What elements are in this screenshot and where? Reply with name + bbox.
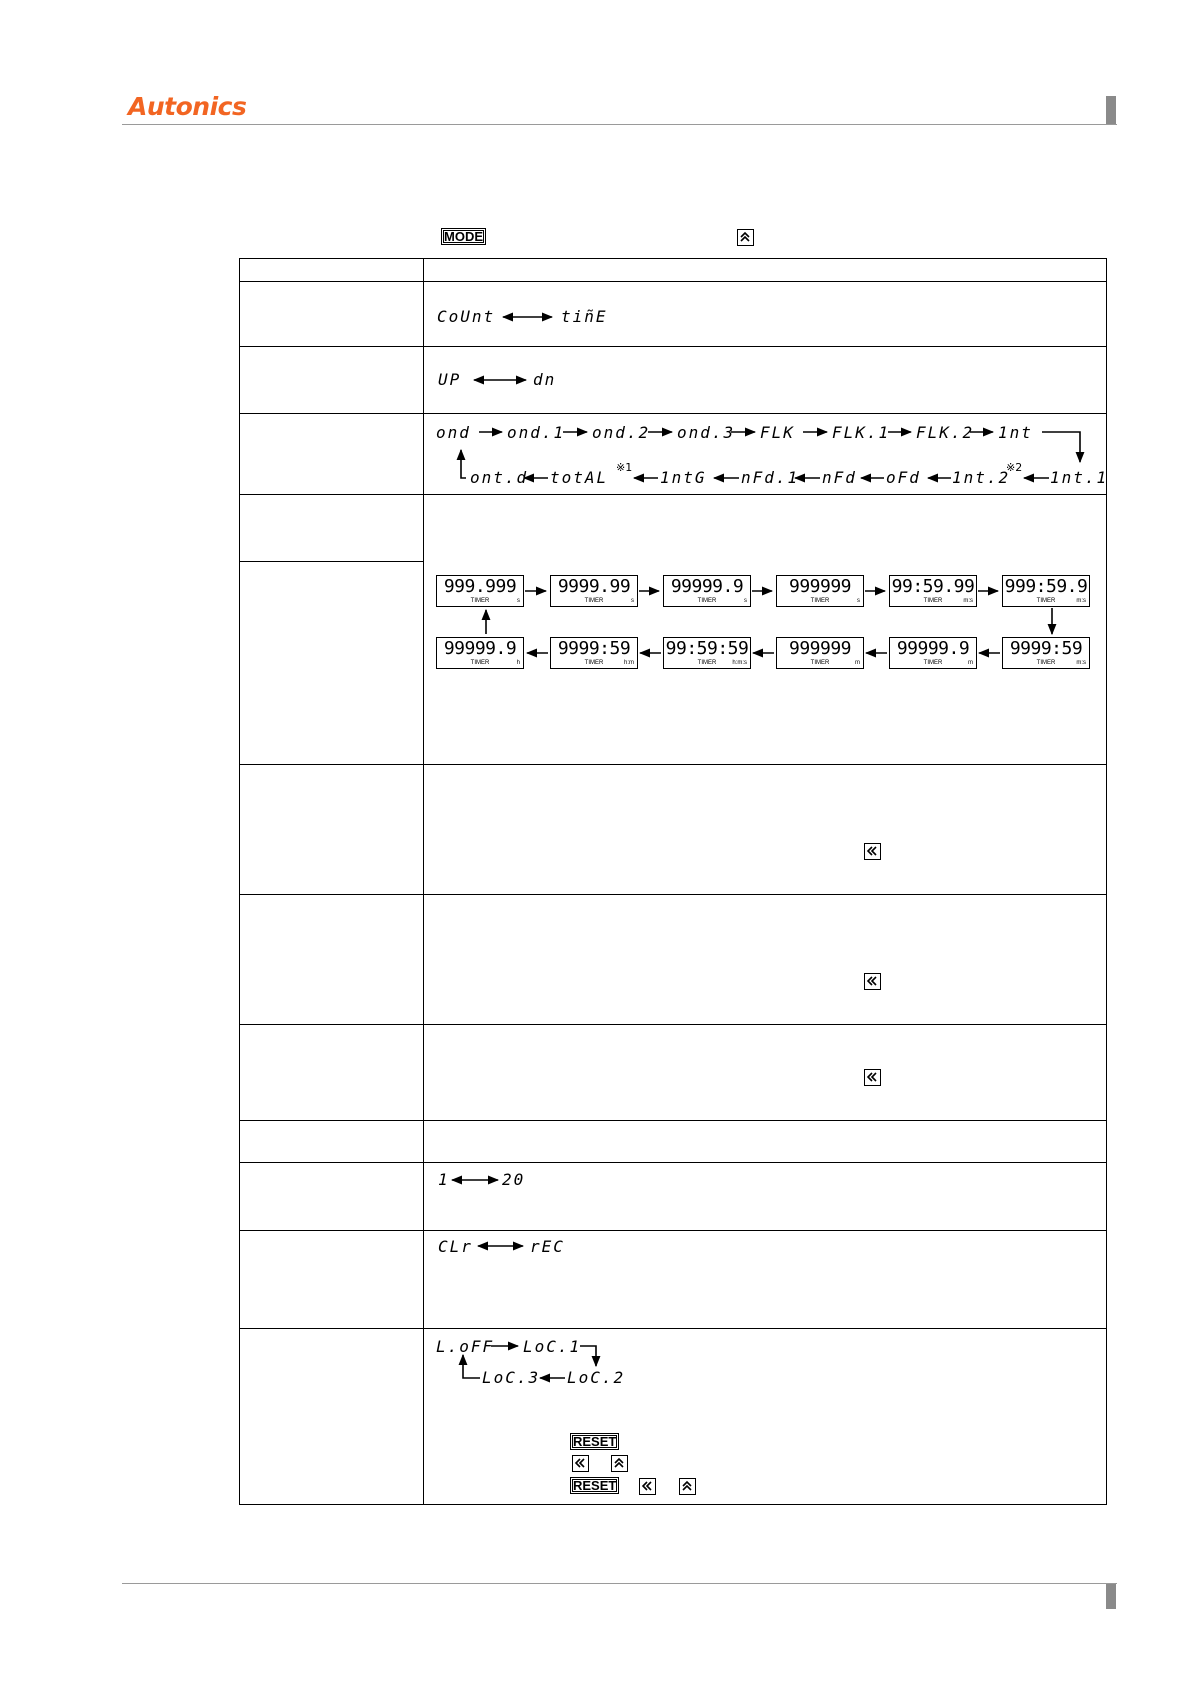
double-chevron-left-icon — [640, 1479, 654, 1493]
lcd-display: 99:59.99 TIMER m:s — [889, 575, 977, 607]
shift-key — [639, 1478, 656, 1495]
seg-int2: 1nt.2 — [952, 468, 1011, 487]
seg-rec: rEC — [530, 1237, 565, 1256]
lcd-display: 999999 TIMER m — [776, 637, 864, 669]
seg-flk1: FLK.1 — [832, 423, 891, 442]
row-divider — [239, 413, 1107, 414]
shift-key — [864, 973, 881, 990]
seg-ond: ond — [436, 423, 471, 442]
seg-loc1: LoC.1 — [523, 1337, 582, 1356]
seg-int1: 1nt.1 — [1050, 468, 1109, 487]
row-divider — [239, 1024, 1107, 1025]
lcd-display: 99999.9 TIMER m — [889, 637, 977, 669]
header-rule — [122, 124, 1117, 125]
row-divider — [239, 1162, 1107, 1163]
seg-ond2: ond.2 — [592, 423, 651, 442]
seg-up: UP — [438, 370, 462, 389]
up-key — [737, 229, 754, 246]
footer-rule — [122, 1583, 1117, 1584]
row-divider — [239, 561, 423, 562]
row-divider — [239, 346, 1107, 347]
seg-clr: CLr — [438, 1237, 473, 1256]
double-chevron-up-icon — [738, 230, 752, 244]
table-header-divider — [239, 281, 1107, 282]
seg-loff: L.oFF — [436, 1337, 495, 1356]
double-chevron-left-icon — [865, 974, 879, 988]
seg-loc3: LoC.3 — [482, 1368, 541, 1387]
shift-key — [864, 1069, 881, 1086]
shift-key — [572, 1455, 589, 1472]
up-key — [679, 1478, 696, 1495]
row-divider — [239, 1230, 1107, 1231]
lcd-display: 9999:59 TIMER h:m — [550, 637, 638, 669]
seg-int: 1nt — [998, 423, 1033, 442]
autonics-logo: Autonics — [128, 92, 247, 121]
lcd-display: 999:59.9 TIMER m:s — [1002, 575, 1090, 607]
lcd-display: 999.999 TIMER s — [436, 575, 524, 607]
footer-tab-marker — [1106, 1584, 1116, 1609]
seg-flk2: FLK.2 — [916, 423, 975, 442]
seg-nfd: nFd — [822, 468, 857, 487]
seg-ond3: ond.3 — [677, 423, 736, 442]
lcd-display: 9999:59 TIMER m:s — [1002, 637, 1090, 669]
row-divider — [239, 1120, 1107, 1121]
lcd-display: 9999.99 TIMER s — [550, 575, 638, 607]
seg-down: dn — [533, 370, 557, 389]
reset-key: RESET — [570, 1477, 619, 1494]
seg-count: CoUnt — [437, 307, 496, 326]
seg-twenty: 20 — [502, 1170, 526, 1189]
seg-flk: FLK — [760, 423, 795, 442]
lcd-display: 99:59:59 TIMER h:m:s — [663, 637, 751, 669]
header-tab-marker — [1106, 96, 1116, 124]
double-chevron-up-icon — [612, 1456, 626, 1470]
double-chevron-left-icon — [865, 844, 879, 858]
seg-intg: 1ntG — [660, 468, 707, 487]
note-marker-2: ※2 — [1006, 461, 1023, 474]
row-divider — [239, 894, 1107, 895]
note-marker-1: ※1 — [616, 461, 633, 474]
shift-key — [864, 843, 881, 860]
parameter-table — [239, 258, 1107, 1505]
seg-loc2: LoC.2 — [567, 1368, 626, 1387]
seg-one: 1 — [438, 1170, 450, 1189]
seg-total: totAL — [550, 468, 609, 487]
row-divider — [239, 764, 1107, 765]
seg-ofd: oFd — [886, 468, 921, 487]
row-divider — [239, 494, 1107, 495]
lcd-display: 99999.9 TIMER s — [663, 575, 751, 607]
mode-key: MODE — [441, 228, 486, 245]
lcd-display: 999999 TIMER s — [776, 575, 864, 607]
seg-ond1: ond.1 — [507, 423, 566, 442]
double-chevron-left-icon — [865, 1070, 879, 1084]
row-divider — [239, 1328, 1107, 1329]
seg-time: tiñE — [561, 307, 608, 326]
double-chevron-up-icon — [680, 1479, 694, 1493]
up-key — [611, 1455, 628, 1472]
table-column-divider — [423, 258, 424, 1505]
lcd-display: 99999.9 TIMER h — [436, 637, 524, 669]
seg-nfd1: nFd.1 — [741, 468, 800, 487]
double-chevron-left-icon — [573, 1456, 587, 1470]
reset-key: RESET — [570, 1433, 619, 1450]
seg-ontd: ont.d — [470, 468, 529, 487]
